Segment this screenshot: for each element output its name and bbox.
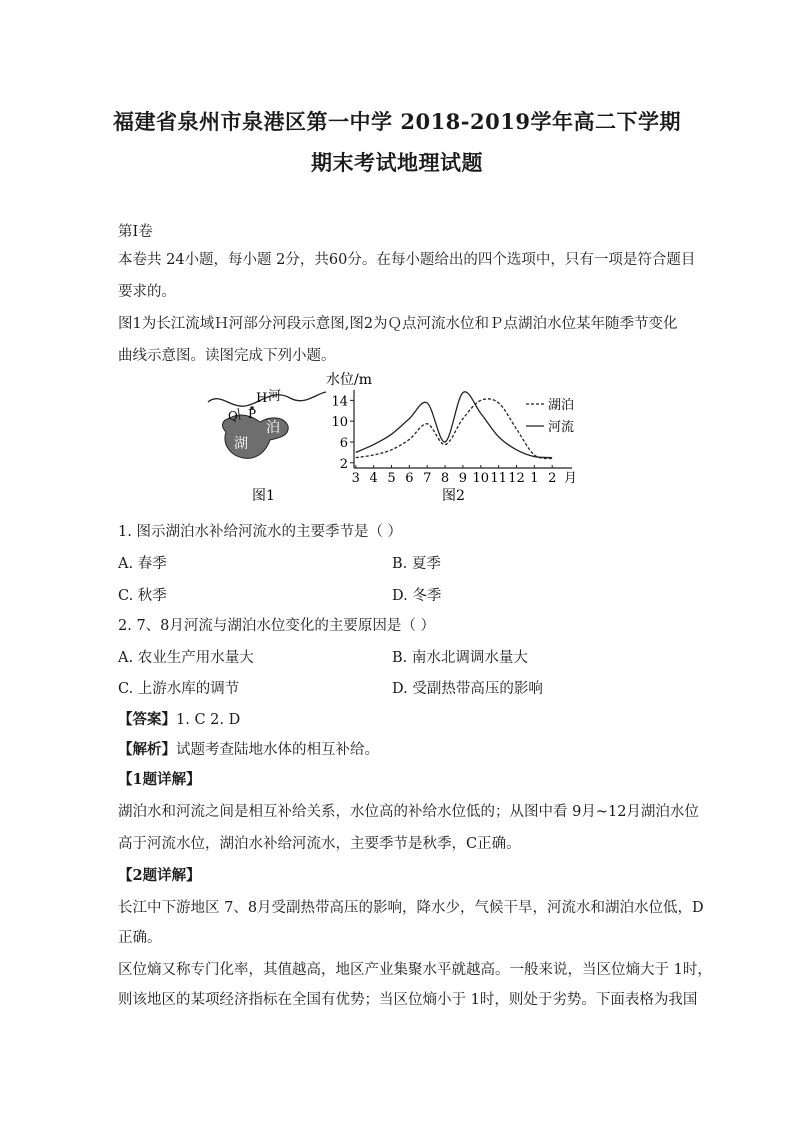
detail-1-heading: 【1题详解】 — [118, 771, 201, 788]
x-tick-label: 2 — [548, 471, 557, 486]
x-tick-label: 12 — [508, 471, 525, 486]
x-tick-label: 1 — [530, 471, 539, 486]
question-2-stem: 2. 7、8月河流与湖泊水位变化的主要原因是（ ） — [118, 618, 436, 634]
section-heading: 第Ⅰ卷 — [118, 224, 153, 240]
detail-2-line2: 正确。 — [118, 930, 162, 946]
document-title-line1: 福建省泉州市泉港区第一中学 2018-2019学年高二下学期 — [113, 109, 681, 134]
detail-1-line1: 湖泊水和河流之间是相互补给关系，水位高的补给水位低的；从图中看 9月~12月湖泊水位 — [118, 804, 699, 820]
question-2-option-a[interactable]: A. 农业生产用水量大 — [118, 650, 254, 666]
label-river: 河 — [268, 389, 282, 404]
x-tick-label: 3 — [351, 471, 360, 486]
label-lake-right: 泊 — [266, 420, 280, 436]
x-tick-label: 9 — [458, 471, 468, 486]
x-tick-label: 4 — [369, 471, 378, 486]
label-h: H — [256, 391, 268, 406]
figure1-caption: 图1 — [252, 488, 275, 504]
question-1-stem: 1. 图示湖泊水补给河流水的主要季节是（ ） — [118, 524, 403, 540]
question-2-option-d[interactable]: D. 受副热带高压的影响 — [392, 681, 543, 697]
analysis-tag: 【解析】 — [118, 741, 176, 758]
question-2-option-c[interactable]: C. 上游水库的调节 — [118, 681, 240, 697]
x-tick-label: 5 — [387, 471, 396, 486]
y-axis-label: 水位/m — [326, 372, 372, 388]
answer-tag: 【答案】 — [118, 711, 176, 728]
x-axis-unit: 月 — [564, 471, 578, 486]
y-tick-label: 2 — [339, 456, 348, 472]
question-1-option-b[interactable]: B. 夏季 — [392, 556, 441, 572]
x-tick-label: 11 — [490, 471, 507, 486]
x-tick-label: 7 — [423, 471, 432, 486]
question-1-option-d[interactable]: D. 冬季 — [392, 588, 442, 604]
detail-2-heading: 【2题详解】 — [118, 867, 201, 884]
label-p: P — [248, 407, 257, 421]
passage-line1: 区位熵又称专门化率，其值越高，地区产业集聚水平就越高。一般来说，当区位熵大于 1时， — [118, 962, 712, 978]
legend-lake-label: 湖泊 — [548, 398, 575, 413]
y-tick-label: 14 — [331, 394, 348, 410]
series-river-line — [356, 392, 552, 458]
question-1-option-a[interactable]: A. 春季 — [118, 556, 167, 572]
series-lake-line — [356, 399, 552, 459]
question-1-option-c[interactable]: C. 秋季 — [118, 588, 167, 604]
intro-line1: 图1为长江流域Ｈ河部分河段示意图,图2为Ｑ点河流水位和Ｐ点湖泊水位某年随季节变化 — [118, 316, 678, 332]
label-q: Q — [228, 409, 238, 423]
figure2-chart — [322, 368, 592, 508]
analysis-line — [118, 738, 379, 759]
label-lake-left: 湖 — [234, 436, 248, 452]
analysis-text: 试题考查陆地水体的相互补给。 — [176, 742, 379, 758]
legend-river-label: 河流 — [548, 420, 575, 435]
y-tick-label: 10 — [331, 415, 348, 431]
question-2-option-b[interactable]: B. 南水北调调水量大 — [392, 650, 528, 666]
detail-2-line1: 长江中下游地区 7、8月受副热带高压的影响，降水少，气候干旱，河流水和湖泊水位低，D — [118, 900, 704, 916]
x-tick-label: 8 — [440, 471, 450, 486]
instructions-line2: 要求的。 — [118, 284, 176, 300]
document-title-line2: 期末考试地理试题 — [311, 150, 483, 175]
passage-line2: 则该地区的某项经济指标在全国有优势；当区位熵小于 1时，则处于劣势。下面表格为我国 — [118, 992, 698, 1008]
figure2-caption: 图2 — [442, 488, 465, 504]
intro-line2: 曲线示意图。读图完成下列小题。 — [118, 348, 336, 364]
x-tick-label: 6 — [405, 471, 414, 486]
answer-text: 1. C 2. D — [176, 712, 241, 728]
detail-1-line2: 高于河流水位，湖泊水补给河流水，主要季节是秋季，C正确。 — [118, 836, 521, 852]
instructions-line1: 本卷共 24小题，每小题 2分，共60分。在每小题给出的四个选项中，只有一项是符合题目 — [118, 252, 696, 268]
x-tick-label: 10 — [472, 471, 490, 486]
answer-line — [118, 708, 240, 729]
figure1-map — [200, 378, 330, 508]
y-tick-label: 6 — [339, 436, 348, 451]
